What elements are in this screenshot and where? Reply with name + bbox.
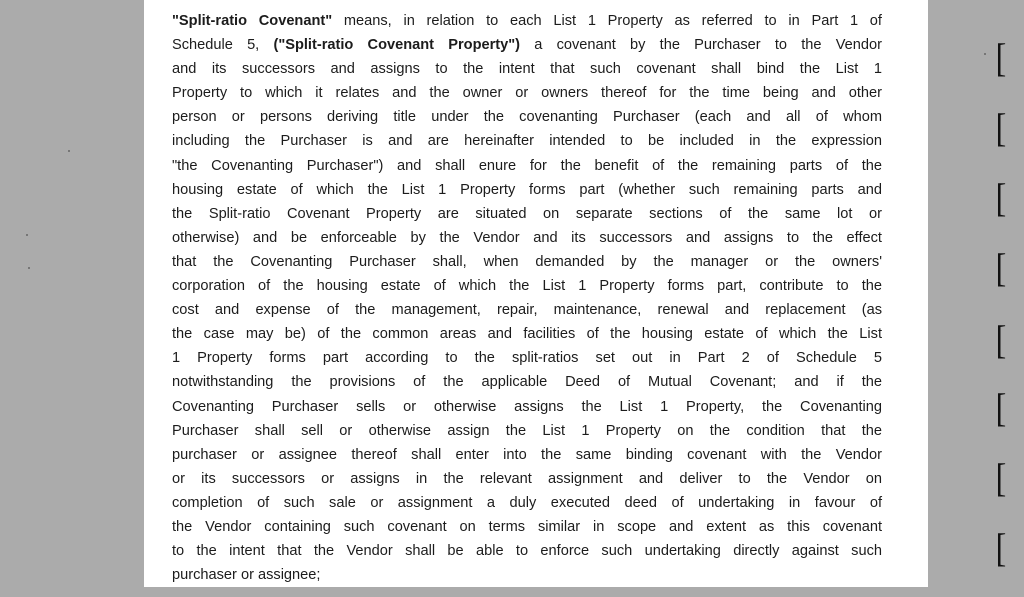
line-text: notwithstanding the provisions of the applicable Deed of Mutual Covenant; and if the xyxy=(172,374,882,391)
line-text: housing estate of which the List 1 Property forms part (whether such remaining parts and xyxy=(172,181,882,198)
text-line xyxy=(172,178,882,202)
text-line xyxy=(172,81,882,105)
line-text: 1 Property forms part according to the split-ratios set out in Part 2 of Schedule 5 xyxy=(172,350,882,367)
defined-term: "Split-ratio Covenant" xyxy=(172,13,333,29)
text-line xyxy=(172,105,882,129)
line-text: Purchaser shall sell or otherwise assign the List 1 Property on the condition that the xyxy=(172,422,882,439)
line-text: means, in relation to each List 1 Property as referred to in Part 1 of xyxy=(332,13,882,29)
margin-bracket-icon: [ xyxy=(995,385,1007,430)
margin-bracket-icon: [ xyxy=(995,455,1007,500)
margin-bracket-icon: [ xyxy=(995,175,1007,220)
text-line xyxy=(172,491,882,515)
text-line xyxy=(172,515,882,539)
line-text: or its successors or assigns in the relevant assignment and deliver to the Vendor on xyxy=(172,470,882,487)
scan-speck xyxy=(28,267,30,269)
defined-property-term: ("Split-ratio Covenant Property") xyxy=(273,37,521,54)
text-line xyxy=(172,250,882,274)
text-line xyxy=(172,467,882,491)
text-line xyxy=(172,298,882,322)
line-text: Schedule 5, xyxy=(172,37,274,54)
line-text: purchaser or assignee; xyxy=(172,567,321,584)
line-text: that the Covenanting Purchaser shall, when demanded by the manager or the owners' xyxy=(172,253,882,270)
text-line xyxy=(172,129,882,153)
text-line xyxy=(172,419,882,443)
margin-bracket-icon: [ xyxy=(995,35,1007,80)
line-text: and its successors and assigns to the intent that such covenant shall bind the List 1 xyxy=(172,61,882,78)
text-line xyxy=(172,563,882,587)
line-text: the case may be) of the common areas and facilities of the housing estate of which the List xyxy=(172,326,882,343)
text-line xyxy=(172,9,882,33)
text-line xyxy=(172,539,882,563)
line-text: cost and expense of the management, repair, maintenance, renewal and replacement (as xyxy=(172,302,882,319)
document-page xyxy=(144,0,928,587)
line-text: corporation of the housing estate of which the List 1 Property forms part, contribute to the xyxy=(172,278,882,295)
line-text: Covenanting Purchaser sells or otherwise assigns the List 1 Property, the Covenanting xyxy=(172,398,882,415)
split-ratio-covenant-definition xyxy=(172,9,882,587)
line-text: to the intent that the Vendor shall be able to enforce such undertaking directly against such xyxy=(172,543,882,560)
line-text: the Split-ratio Covenant Property are situated on separate sections of the same lot or xyxy=(172,205,882,222)
line-text: otherwise) and be enforceable by the Vendor and its successors and assigns to the effect xyxy=(172,229,882,246)
line-text: including the Purchaser is and are hereinafter intended to be included in the expression xyxy=(172,133,882,150)
margin-bracket-icon: [ xyxy=(995,525,1007,570)
margin-bracket-icon: [ xyxy=(995,245,1007,290)
text-line xyxy=(172,33,882,57)
margin-bracket-icon: [ xyxy=(995,105,1007,150)
text-line xyxy=(172,395,882,419)
text-line xyxy=(172,443,882,467)
line-text: the Vendor containing such covenant on terms similar in scope and extent as this covenant xyxy=(172,518,882,535)
line-text: Property to which it relates and the owner or owners thereof for the time being and other xyxy=(172,85,882,102)
text-line xyxy=(172,346,882,370)
text-line xyxy=(172,322,882,346)
text-line xyxy=(172,226,882,250)
scan-speck xyxy=(26,234,28,236)
scan-speck xyxy=(984,53,986,55)
line-text: "the Covenanting Purchaser") and shall enure for the benefit of the remaining parts of the xyxy=(172,157,882,174)
text-line xyxy=(172,370,882,394)
scan-speck xyxy=(68,150,70,152)
text-line xyxy=(172,274,882,298)
line-text: completion of such sale or assignment a duly executed deed of undertaking in favour of xyxy=(172,494,882,511)
line-text: purchaser or assignee thereof shall enter into the same binding covenant with the Vendor xyxy=(172,446,882,463)
margin-bracket-icon: [ xyxy=(995,317,1007,362)
text-line xyxy=(172,57,882,81)
line-text: person or persons deriving title under the covenanting Purchaser (each and all of whom xyxy=(172,109,882,126)
text-line xyxy=(172,202,882,226)
line-text: a covenant by the Purchaser to the Vendor xyxy=(520,37,882,54)
text-line xyxy=(172,154,882,178)
